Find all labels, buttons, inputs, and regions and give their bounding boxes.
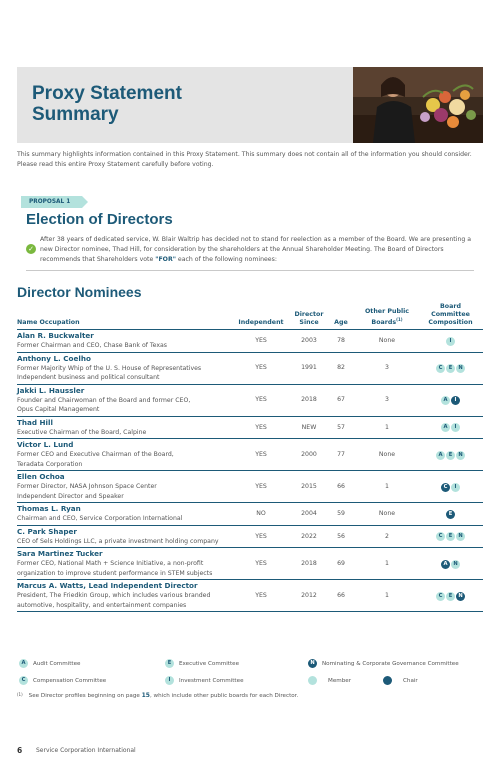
section-title-election: Election of Directors xyxy=(26,211,173,228)
nominee-director-since: 2000 xyxy=(292,439,326,471)
committee-badge-icon: E xyxy=(446,532,455,541)
hero-photo-florist xyxy=(353,67,483,143)
nominee-occupation-line2: Opus Capital Management xyxy=(17,406,100,413)
director-nominees-table xyxy=(17,303,483,612)
audit-badge-icon: A xyxy=(19,659,28,668)
nominee-other-boards: 1 xyxy=(356,471,418,503)
nominee-occupation-line2: automotive, hospitality, and entertainment companies xyxy=(17,601,187,609)
committee-badge-icon: I xyxy=(446,337,455,346)
nominee-occupation: Founder and Chairwoman of the Board and former CEO, xyxy=(17,396,191,404)
committee-badges xyxy=(441,560,460,569)
nominee-occupation: Former CEO and Executive Chairman of the Board, xyxy=(17,451,174,458)
nominee-director-since: 2004 xyxy=(292,503,326,526)
header-committee-composition: Board Committee Composition xyxy=(418,303,483,330)
header-director-since: Director Since xyxy=(292,303,326,330)
nominee-age: 56 xyxy=(326,525,356,548)
nominee-other-boards: None xyxy=(356,439,418,471)
header-other-boards: Other Public Boards$^{(1)}$ xyxy=(356,303,418,330)
nominee-independent: NO xyxy=(230,503,292,526)
section-title-nominees: Director Nominees xyxy=(17,284,142,300)
table-row xyxy=(17,384,483,416)
nominee-other-boards: None xyxy=(356,330,418,353)
nominee-committees xyxy=(418,525,483,548)
committee-badges xyxy=(446,337,455,346)
nominee-occupation: Former Chairman and CEO, Chase Bank of Texas xyxy=(17,342,168,349)
committee-badge-icon: A xyxy=(436,451,445,460)
legend-chair: Chair xyxy=(383,676,418,685)
table-row xyxy=(17,352,483,384)
committee-badges xyxy=(436,532,465,541)
nominee-name: Marcus A. Watts, Lead Independent Director xyxy=(17,581,198,590)
nominee-name-occupation xyxy=(17,471,230,503)
table-row xyxy=(17,525,483,548)
nominee-occupation-line2: Teradata Corporation xyxy=(17,460,83,468)
committee-badge-icon: I xyxy=(451,483,460,492)
nominee-occupation-line2: Independent Director and Speaker xyxy=(17,492,124,500)
committee-badge-icon: C xyxy=(441,483,450,492)
nominee-committees xyxy=(418,352,483,384)
nominee-occupation: Chairman and CEO, Service Corporation International xyxy=(17,515,183,522)
nominee-committees xyxy=(418,548,483,580)
page-number: 6 xyxy=(17,746,23,755)
executive-badge-icon: E xyxy=(165,659,174,668)
committee-badge-icon: N xyxy=(456,364,465,373)
nominee-committees xyxy=(418,471,483,503)
table-header-row xyxy=(17,303,483,330)
nominee-independent: YES xyxy=(230,439,292,471)
nominee-name: Sara Martinez Tucker xyxy=(17,549,103,558)
committee-badge-icon: N xyxy=(456,532,465,541)
committee-badge-icon: N xyxy=(456,451,465,460)
nominee-independent: YES xyxy=(230,525,292,548)
committee-badge-icon: C xyxy=(436,364,445,373)
nominee-age: 82 xyxy=(326,352,356,384)
nominee-age: 77 xyxy=(326,439,356,471)
nominee-name-occupation xyxy=(17,384,230,416)
legend-investment: I Investment Committee xyxy=(165,676,244,685)
committee-badge-icon: C xyxy=(436,592,445,601)
nominee-name: Anthony L. Coelho xyxy=(17,353,91,363)
nominee-other-boards: 1 xyxy=(356,580,418,612)
table-row xyxy=(17,580,483,612)
nominee-independent: YES xyxy=(230,471,292,503)
footer-organization: Service Corporation International xyxy=(36,747,136,754)
investment-badge-icon: I xyxy=(165,676,174,685)
committee-badge-icon: E xyxy=(446,592,455,601)
nominee-name-occupation xyxy=(17,548,230,580)
committee-badges xyxy=(441,483,460,492)
nominee-independent: YES xyxy=(230,330,292,353)
header-name: Name Occupation xyxy=(17,303,230,330)
check-icon: ✓ xyxy=(26,244,36,254)
nominee-director-since: 2003 xyxy=(292,330,326,353)
committee-badges xyxy=(436,592,465,601)
committee-badge-icon: E xyxy=(446,364,455,373)
nominee-occupation: Former CEO, National Math + Science Initiative, a non-profit xyxy=(17,560,204,567)
nominee-name: Alan R. Buckwalter xyxy=(17,331,94,340)
nominee-occupation: President, The Friedkin Group, which includes various branded xyxy=(17,592,211,599)
compensation-badge-icon: C xyxy=(19,676,28,685)
nominee-other-boards: 1 xyxy=(356,416,418,439)
committee-badge-icon: E xyxy=(446,510,455,519)
nominee-age: 78 xyxy=(326,330,356,353)
committee-badges xyxy=(436,364,465,373)
nominee-committees xyxy=(418,384,483,416)
nominee-committees xyxy=(418,439,483,471)
header-independent: Independent xyxy=(230,303,292,330)
nominee-independent: YES xyxy=(230,384,292,416)
nominee-other-boards: 3 xyxy=(356,384,418,416)
nominee-name: Jakki L. Haussler xyxy=(17,385,85,395)
nominee-director-since: 2015 xyxy=(292,471,326,503)
committee-badge-icon: I xyxy=(451,396,460,405)
legend-nominating: N Nominating & Corporate Governance Committee xyxy=(308,659,459,668)
header-age: Age xyxy=(326,303,356,330)
committee-badge-icon: C xyxy=(436,532,445,541)
nominee-age: 57 xyxy=(326,416,356,439)
nominee-committees xyxy=(418,416,483,439)
committee-badge-icon: N xyxy=(456,592,465,601)
nominee-other-boards: 3 xyxy=(356,352,418,384)
committee-badge-icon: A xyxy=(441,560,450,569)
nominee-age: 66 xyxy=(326,580,356,612)
nominee-director-since: 2018 xyxy=(292,548,326,580)
legend-compensation: C Compensation Committee xyxy=(19,676,106,685)
nominee-occupation-line2: organization to improve student performance in STEM subjects xyxy=(17,569,213,577)
nominee-independent: YES xyxy=(230,352,292,384)
nominee-director-since: 2012 xyxy=(292,580,326,612)
nominee-name-occupation xyxy=(17,503,230,526)
nominee-name: Ellen Ochoa xyxy=(17,472,65,481)
nominee-committees xyxy=(418,580,483,612)
hero-banner xyxy=(17,67,483,143)
chair-swatch-icon xyxy=(383,676,392,685)
nominee-director-since: NEW xyxy=(292,416,326,439)
table-row xyxy=(17,330,483,353)
committee-badge-icon: A xyxy=(441,396,450,405)
nominee-director-since: 2022 xyxy=(292,525,326,548)
committee-badges xyxy=(441,396,460,405)
nominee-name-occupation xyxy=(17,439,230,471)
nominee-occupation: Executive Chairman of the Board, Calpine xyxy=(17,428,147,436)
nominee-name-occupation xyxy=(17,525,230,548)
nominee-independent: YES xyxy=(230,416,292,439)
nominee-name-occupation xyxy=(17,580,230,612)
committee-badge-icon: I xyxy=(451,423,460,432)
nominee-other-boards: 1 xyxy=(356,548,418,580)
nominee-name: Thad Hill xyxy=(17,417,53,427)
legend-audit: A Audit Committee xyxy=(19,659,81,668)
nominating-badge-icon: N xyxy=(308,659,317,668)
nominee-age: 59 xyxy=(326,503,356,526)
summary-intro: This summary highlights information contained in this Proxy Statement. This summary does not contain all of the information you should consider. Please read this entire Proxy Statement carefully before voting. xyxy=(17,151,472,168)
committee-badge-icon: N xyxy=(451,560,460,569)
election-description: After 38 years of dedicated service, W. Blair Waltrip has decided not to stand for reelection as a member of the Board. We are presenting a new Director nominee, Thad Hill, for consideration by the shareholders at the Annual Shareholder Meeting. The Board of Directors recommends that Shareholders vote "FOR" each of the following nominees: xyxy=(40,236,472,263)
nominee-occupation: CEO of Sels Holdings LLC, a private investment holding company xyxy=(17,537,219,545)
page-title: Proxy Statement Summary xyxy=(32,83,182,125)
nominee-other-boards: None xyxy=(356,503,418,526)
member-swatch-icon xyxy=(308,676,317,685)
section-divider xyxy=(26,270,474,271)
table-row xyxy=(17,548,483,580)
nominee-occupation: Former Majority Whip of the U. S. House of Representatives xyxy=(17,364,202,372)
footnote: $^{(1)}$ See Director profiles beginning on page 15, which include other public boards for each Director. xyxy=(17,692,299,699)
nominee-occupation: Former Director, NASA Johnson Space Center xyxy=(17,483,157,490)
nominee-occupation-line2: Independent business and political consultant xyxy=(17,374,160,381)
table-row xyxy=(17,416,483,439)
nominee-other-boards: 2 xyxy=(356,525,418,548)
nominee-age: 67 xyxy=(326,384,356,416)
nominee-age: 66 xyxy=(326,471,356,503)
nominee-name-occupation xyxy=(17,416,230,439)
committee-badges xyxy=(441,423,460,432)
proposal-divider xyxy=(21,202,475,203)
nominee-age: 69 xyxy=(326,548,356,580)
nominee-director-since: 2018 xyxy=(292,384,326,416)
legend-member: Member xyxy=(308,676,351,685)
table-row xyxy=(17,471,483,503)
legend-executive: E Executive Committee xyxy=(165,659,239,668)
nominee-name-occupation xyxy=(17,330,230,353)
committee-badge-icon: A xyxy=(441,423,450,432)
table-row xyxy=(17,439,483,471)
nominee-committees xyxy=(418,503,483,526)
nominee-independent: YES xyxy=(230,580,292,612)
nominee-name: Victor L. Lund xyxy=(17,440,74,449)
nominee-name: C. Park Shaper xyxy=(17,526,77,536)
nominee-name: Thomas L. Ryan xyxy=(17,504,81,513)
committee-badges xyxy=(436,451,465,460)
nominee-name-occupation xyxy=(17,352,230,384)
table-row xyxy=(17,503,483,526)
page-reference: 15 xyxy=(141,692,150,699)
proposal-tag: PROPOSAL 1 xyxy=(21,196,82,208)
committee-badge-icon: E xyxy=(446,451,455,460)
nominee-independent: YES xyxy=(230,548,292,580)
nominee-committees xyxy=(418,330,483,353)
florist-photo-illustration xyxy=(353,67,483,143)
committee-badges xyxy=(446,510,455,519)
nominee-director-since: 1991 xyxy=(292,352,326,384)
